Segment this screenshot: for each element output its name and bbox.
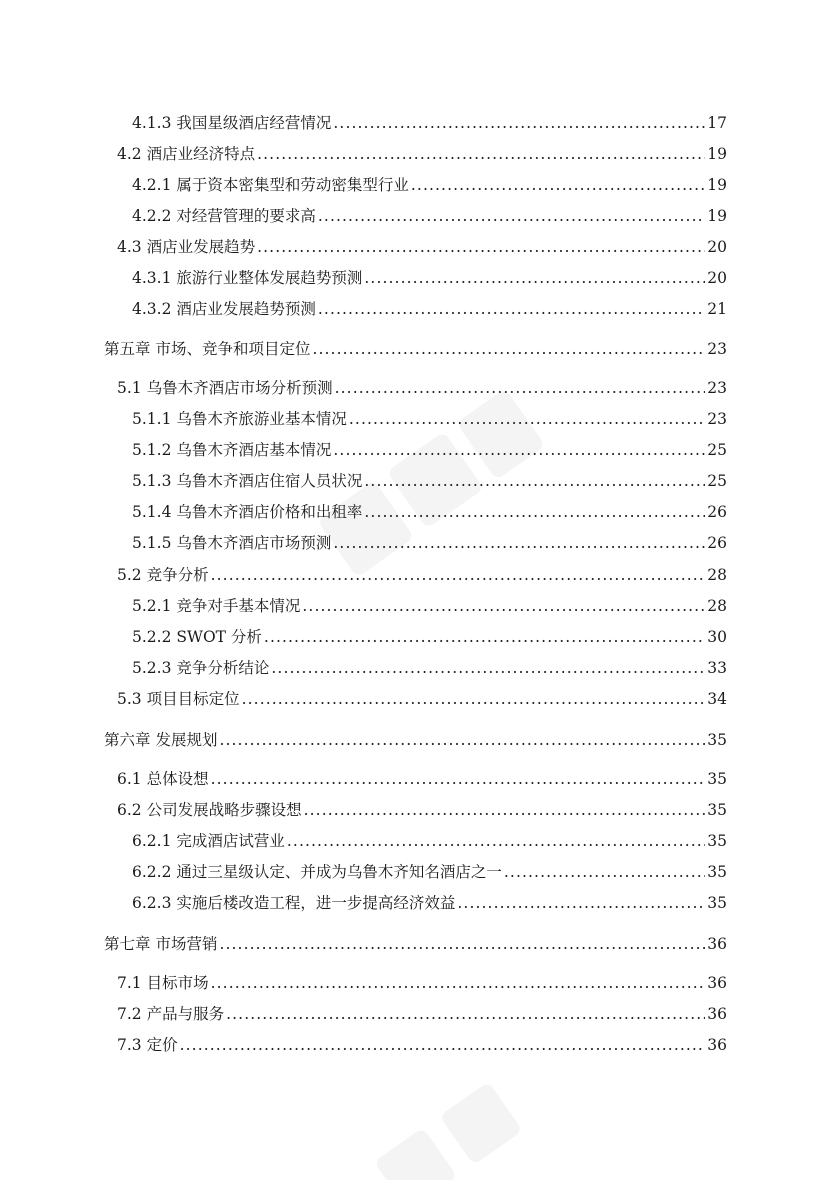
toc-entry-page: 21: [707, 300, 727, 318]
toc-entry-page: 35: [707, 731, 727, 749]
toc-entry-page: 25: [707, 441, 727, 459]
toc-entry-title: 产品与服务: [146, 1005, 225, 1023]
toc-entry-number: 4.3: [117, 238, 142, 256]
dot-leader: [312, 339, 705, 359]
toc-entry[interactable]: [132, 500, 727, 522]
toc-entry-page: 19: [707, 207, 727, 225]
toc-entry[interactable]: [104, 337, 727, 359]
toc-entry[interactable]: [117, 1033, 727, 1055]
toc-entry-title: 通过三星级认定、并成为乌鲁木齐知名酒店之一: [176, 863, 502, 881]
toc-entry[interactable]: [117, 563, 727, 585]
toc-entry[interactable]: [132, 407, 727, 429]
toc-entry-number: 4.3.1: [132, 269, 172, 287]
toc-entry-page: 36: [707, 1036, 727, 1054]
toc-entry-title: 定价: [146, 1036, 178, 1054]
dot-leader: [411, 175, 705, 195]
toc-entry-page: 36: [707, 1005, 727, 1023]
toc-entry[interactable]: [132, 656, 727, 678]
toc-entry-title: 目标市场: [146, 974, 209, 992]
dot-leader: [333, 533, 705, 553]
dot-leader: [335, 378, 706, 398]
toc-entry-page: 35: [707, 863, 727, 881]
dot-leader: [257, 144, 705, 164]
toc-entry-page: 30: [707, 628, 727, 646]
toc-entry-page: 36: [707, 935, 727, 953]
dot-leader: [219, 730, 705, 750]
toc-entry-title: 属于资本密集型和劳动密集型行业: [176, 176, 409, 194]
toc-entry-title: 旅游行业整体发展趋势预测: [176, 269, 363, 287]
toc-entry-number: 4.2: [117, 145, 142, 163]
toc-entry[interactable]: [132, 469, 727, 491]
toc-entry-number: 5.1.1: [132, 410, 172, 428]
toc-entry-title: 实施后楼改造工程，进一步提高经济效益: [176, 894, 456, 912]
toc-entry-number: 5.1.4: [132, 503, 172, 521]
toc-entry-number: 第五章: [104, 340, 151, 358]
toc-entry-page: 20: [707, 269, 727, 287]
dot-leader: [333, 113, 705, 133]
toc-entry-title: 总体设想: [146, 770, 209, 788]
toc-entry-title: 项目目标定位: [146, 690, 240, 708]
toc-entry-title: 市场营销: [155, 935, 218, 953]
toc-entry-page: 34: [707, 690, 727, 708]
toc-entry[interactable]: [132, 891, 727, 913]
dot-leader: [211, 565, 706, 585]
toc-entry[interactable]: [104, 728, 727, 750]
dot-leader: [504, 862, 705, 882]
toc-entry[interactable]: [132, 204, 727, 226]
toc-entry[interactable]: [132, 625, 727, 647]
toc-entry[interactable]: [104, 932, 727, 954]
toc-entry-page: 19: [707, 176, 727, 194]
toc-entry-number: 7.3: [117, 1036, 142, 1054]
dot-leader: [302, 596, 705, 616]
toc-entry[interactable]: [132, 438, 727, 460]
toc-entry[interactable]: [117, 1002, 727, 1024]
toc-entry-number: 6.2.2: [132, 863, 172, 881]
dot-leader: [364, 471, 705, 491]
toc-entry[interactable]: [132, 173, 727, 195]
dot-leader: [457, 893, 705, 913]
toc-entry-page: 35: [707, 801, 727, 819]
toc-entry[interactable]: [132, 829, 727, 851]
dot-leader: [318, 299, 705, 319]
toc-entry-number: 4.2.2: [132, 207, 172, 225]
toc-entry-page: 35: [707, 832, 727, 850]
toc-entry-page: 20: [707, 238, 727, 256]
toc-entry-page: 28: [707, 597, 727, 615]
dot-leader: [180, 1035, 706, 1055]
toc-entry-page: 26: [707, 503, 727, 521]
toc-entry-number: 5.1: [117, 379, 142, 397]
toc-entry-number: 4.1.3: [132, 114, 172, 132]
toc-entry-number: 6.2: [117, 801, 142, 819]
dot-leader: [318, 206, 705, 226]
dot-leader: [211, 973, 706, 993]
toc-entry-title: 酒店业发展趋势预测: [176, 300, 316, 318]
watermark-logo-bottom: [340, 1070, 600, 1180]
toc-entry-number: 第六章: [104, 731, 151, 749]
toc-entry-number: 6.2.3: [132, 894, 172, 912]
toc-entry-title: 酒店业经济特点: [146, 145, 256, 163]
toc-entry-number: 5.1.2: [132, 441, 172, 459]
toc-entry-title: 乌鲁木齐旅游业基本情况: [176, 410, 347, 428]
dot-leader: [333, 440, 705, 460]
dot-leader: [364, 502, 705, 522]
toc-entry-number: 7.2: [117, 1005, 142, 1023]
toc-entry-page: 23: [707, 379, 727, 397]
toc-entry-page: 25: [707, 472, 727, 490]
toc-entry[interactable]: [132, 111, 727, 133]
toc-entry-page: 19: [707, 145, 727, 163]
toc-entry-title: 竞争分析: [146, 566, 209, 584]
toc-entry-title: 发展规划: [155, 731, 218, 749]
toc-entry-title: 竞争对手基本情况: [176, 597, 301, 615]
toc-entry-title: 公司发展战略步骤设想: [146, 801, 302, 819]
toc-entry[interactable]: [132, 860, 727, 882]
toc-entry-number: 5.2.2: [132, 628, 172, 646]
dot-leader: [226, 1004, 705, 1024]
dot-leader: [264, 627, 705, 647]
toc-entry[interactable]: [117, 971, 727, 993]
toc-entry-number: 4.2.1: [132, 176, 172, 194]
toc-entry[interactable]: [132, 266, 727, 288]
toc-entry-title: SWOT 分析: [176, 628, 262, 646]
toc-entry[interactable]: [132, 297, 727, 319]
dot-leader: [349, 409, 705, 429]
dot-leader: [242, 689, 706, 709]
dot-leader: [211, 769, 706, 789]
toc-entry-page: 26: [707, 534, 727, 552]
toc-entry-title: 我国星级酒店经营情况: [176, 114, 332, 132]
toc-entry[interactable]: [117, 376, 727, 398]
dot-leader: [271, 658, 705, 678]
toc-entry-page: 36: [707, 974, 727, 992]
toc-entry-number: 5.2: [117, 566, 142, 584]
toc-entry-number: 6.2.1: [132, 832, 172, 850]
dot-leader: [364, 268, 705, 288]
toc-entry-title: 乌鲁木齐酒店价格和出租率: [176, 503, 363, 521]
toc-entry-title: 乌鲁木齐酒店市场预测: [176, 534, 332, 552]
toc-entry-number: 5.3: [117, 690, 142, 708]
toc-entry-title: 酒店业发展趋势: [146, 238, 256, 256]
toc-entry-page: 28: [707, 566, 727, 584]
toc-entry-title: 乌鲁木齐酒店住宿人员状况: [176, 472, 363, 490]
toc-entry[interactable]: [132, 594, 727, 616]
dot-leader: [257, 237, 705, 257]
toc-entry-number: 7.1: [117, 974, 142, 992]
toc-entry-number: 4.3.2: [132, 300, 172, 318]
toc-entry-title: 完成酒店试营业: [176, 832, 285, 850]
toc-entry-number: 5.2.3: [132, 659, 172, 677]
toc-entry-page: 23: [707, 410, 727, 428]
toc-entry-title: 乌鲁木齐酒店基本情况: [176, 441, 332, 459]
toc-entry-number: 5.1.3: [132, 472, 172, 490]
toc-entry[interactable]: [117, 235, 727, 257]
dot-leader: [287, 831, 705, 851]
toc-entry-page: 17: [707, 114, 727, 132]
toc-entry-number: 6.1: [117, 770, 142, 788]
toc-entry[interactable]: [117, 687, 727, 709]
dot-leader: [219, 934, 705, 954]
toc-entry-page: 35: [707, 894, 727, 912]
toc-entry[interactable]: [132, 531, 727, 553]
dot-leader: [304, 800, 706, 820]
toc-entry[interactable]: [117, 798, 727, 820]
toc-entry-title: 对经营管理的要求高: [176, 207, 316, 225]
toc-entry-title: 乌鲁木齐酒店市场分析预测: [146, 379, 333, 397]
toc-entry-title: 竞争分析结论: [176, 659, 270, 677]
toc-entry[interactable]: [117, 767, 727, 789]
toc-entry-page: 23: [707, 340, 727, 358]
toc-entry-number: 第七章: [104, 935, 151, 953]
toc-entry-number: 5.1.5: [132, 534, 172, 552]
toc-entry[interactable]: [117, 142, 727, 164]
toc-entry-title: 市场、竞争和项目定位: [155, 340, 311, 358]
toc-entry-page: 35: [707, 770, 727, 788]
toc-entry-number: 5.2.1: [132, 597, 172, 615]
toc-entry-page: 33: [707, 659, 727, 677]
